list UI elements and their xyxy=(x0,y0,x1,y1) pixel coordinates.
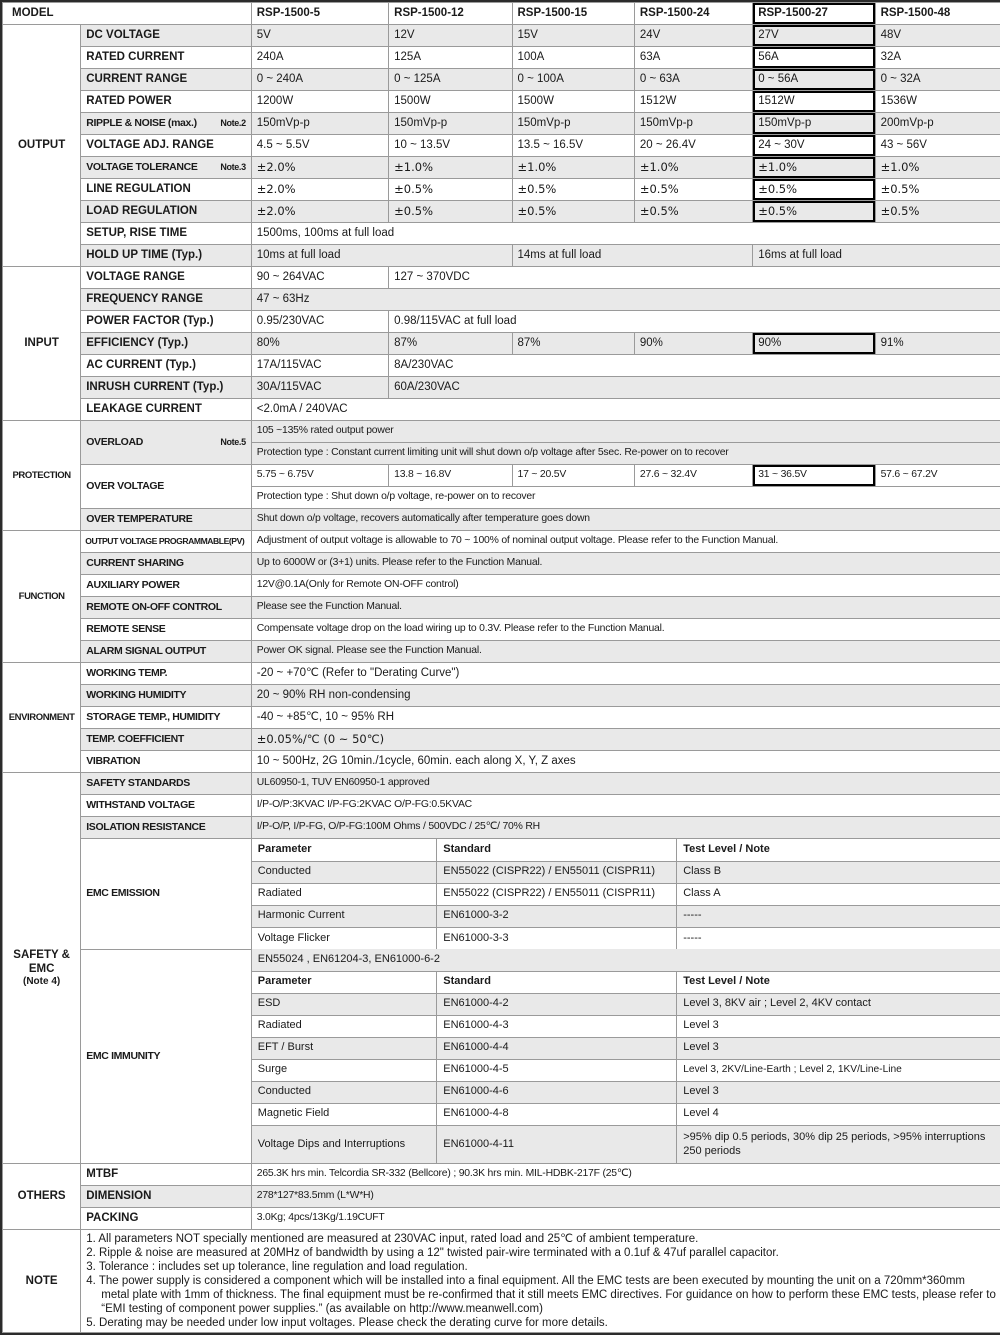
cell-rated-power-3: 1512W xyxy=(634,91,752,113)
row-safety-standards xyxy=(3,773,1000,795)
cell-ripple-0: 150mVp-p xyxy=(251,113,388,135)
emc-immunity-4-standard: EN61000-4-6 xyxy=(437,1081,677,1103)
param-rated-current: RATED CURRENT xyxy=(81,47,252,69)
cell-loadreg-5: ±0.5% xyxy=(875,201,1000,223)
row-frequency-range xyxy=(3,289,1000,311)
emc-immunity-3-level: Level 3, 2KV/Line-Earth ; Level 2, 1KV/Line-Line xyxy=(677,1059,1000,1081)
row-current-range xyxy=(3,69,1000,91)
param-current-sharing: CURRENT SHARING xyxy=(81,553,252,575)
emc-immunity-3-param: Surge xyxy=(252,1059,437,1081)
emc-immunity-6-standard: EN61000-4-11 xyxy=(437,1125,677,1163)
row-leakage-current xyxy=(3,399,1000,421)
cell-vtol-2: ±1.0% xyxy=(512,157,634,179)
param-line-regulation: LINE REGULATION xyxy=(81,179,252,201)
param-ripple-noise xyxy=(81,113,252,135)
emc-immunity-5-param: Magnetic Field xyxy=(252,1103,437,1125)
row-vibration xyxy=(3,751,1000,773)
cell-ripple-4: 150mVp-p xyxy=(753,113,875,135)
note-item-4: 4. The power supply is considered a component which will be installed into a final equipment. All the EMC tests are been executed by mounting the unit on a 720mm*360mm metal plate with 1mm of thickness. The final equipment must be re-confirmed that it still meets EMC directives. For guidance on how to perform these EMC tests, please refer to “EMI testing of component power supplies.” (as available on http://www.meanwell.com) xyxy=(86,1275,996,1316)
cell-voltage-range-b: 127 ~ 370VDC xyxy=(389,267,1000,289)
emc-emission-2-level: ----- xyxy=(677,905,1000,927)
emc-emission-row-flicker xyxy=(252,927,1000,949)
section-label-function: FUNCTION xyxy=(3,531,81,663)
emc-emission-0-standard: EN55022 (CISPR22) / EN55011 (CISPR11) xyxy=(437,861,677,883)
section-label-protection: PROTECTION xyxy=(3,421,81,531)
emc-immunity-row-esd xyxy=(252,993,1000,1015)
row-load-regulation xyxy=(3,201,1000,223)
section-label-safety-emc xyxy=(3,773,81,1164)
emc-immunity-0-param: ESD xyxy=(252,993,437,1015)
param-voltage-range: VOLTAGE RANGE xyxy=(81,267,252,289)
param-vibration: VIBRATION xyxy=(81,751,252,773)
emc-immunity-row-surge xyxy=(252,1059,1000,1081)
param-isolation-resistance: ISOLATION RESISTANCE xyxy=(81,817,252,839)
cell-mtbf: 265.3K hrs min. Telcordia SR-332 (Bellcore) ; 90.3K hrs min. MIL-HDBK-217F (25℃) xyxy=(251,1164,1000,1186)
row-inrush-current xyxy=(3,377,1000,399)
row-emc-immunity xyxy=(3,949,1000,1164)
cell-current-range-1: 0 ~ 125A xyxy=(389,69,512,91)
emc-emission-2-standard: EN61000-3-2 xyxy=(437,905,677,927)
emc-immunity-0-level: Level 3, 8KV air ; Level 2, 4KV contact xyxy=(677,993,1000,1015)
param-ripple-noise-label: RIPPLE & NOISE (max.) xyxy=(86,117,197,130)
row-mtbf xyxy=(3,1164,1000,1186)
cell-ovp-1: 13.8 ~ 16.8V xyxy=(389,465,512,487)
emc-immunity-2-standard: EN61000-4-4 xyxy=(437,1037,677,1059)
cell-vtol-3: ±1.0% xyxy=(634,157,752,179)
emc-immunity-row-dips xyxy=(252,1125,1000,1163)
cell-frequency-range: 47 ~ 63Hz xyxy=(251,289,1000,311)
row-current-sharing xyxy=(3,553,1000,575)
model-col-2: RSP-1500-15 xyxy=(512,3,634,25)
cell-loadreg-0: ±2.0% xyxy=(251,201,388,223)
cell-linereg-4: ±0.5% xyxy=(753,179,875,201)
cell-overload-type: Protection type : Constant current limiting unit will shut down o/p voltage after 5sec. Re-power on to recover xyxy=(251,443,1000,465)
cell-inrush-a: 30A/115VAC xyxy=(251,377,388,399)
row-dimension xyxy=(3,1186,1000,1208)
section-label-note: NOTE xyxy=(3,1230,81,1333)
param-safety-standards: SAFETY STANDARDS xyxy=(81,773,252,795)
param-storage-temp-humidity: STORAGE TEMP., HUMIDITY xyxy=(81,707,252,729)
row-voltage-adj-range xyxy=(3,135,1000,157)
cell-vtol-4: ±1.0% xyxy=(753,157,875,179)
cell-ovp-3: 27.6 ~ 32.4V xyxy=(634,465,752,487)
note-item-3: 3. Tolerance : includes set up tolerance, line regulation and load regulation. xyxy=(86,1261,468,1274)
param-hold-up-time: HOLD UP TIME (Typ.) xyxy=(81,245,252,267)
emc-immunity-1-standard: EN61000-4-3 xyxy=(437,1015,677,1037)
row-remote-sense xyxy=(3,619,1000,641)
row-overload-top xyxy=(3,421,1000,443)
param-output-voltage-programmable: OUTPUT VOLTAGE PROGRAMMABLE(PV) xyxy=(81,531,252,553)
emc-emission-hdr-parameter: Parameter xyxy=(252,839,437,861)
cell-ripple-1: 150mVp-p xyxy=(389,113,512,135)
emc-emission-row-radiated xyxy=(252,883,1000,905)
cell-rated-current-2: 100A xyxy=(512,47,634,69)
cell-linereg-1: ±0.5% xyxy=(389,179,512,201)
emc-emission-1-level: Class A xyxy=(677,883,1000,905)
row-packing xyxy=(3,1208,1000,1230)
emc-immunity-2-param: EFT / Burst xyxy=(252,1037,437,1059)
cell-isolation-resistance: I/P-O/P, I/P-FG, O/P-FG:100M Ohms / 500VDC / 25℃/ 70% RH xyxy=(251,817,1000,839)
emc-immunity-table xyxy=(252,949,1000,1163)
cell-ripple-3: 150mVp-p xyxy=(634,113,752,135)
row-efficiency xyxy=(3,333,1000,355)
param-withstand-voltage: WITHSTAND VOLTAGE xyxy=(81,795,252,817)
emc-emission-3-param: Voltage Flicker xyxy=(252,927,437,949)
cell-dc-voltage-5: 48V xyxy=(875,25,1000,47)
safety-emc-note: (Note 4) xyxy=(23,975,61,987)
emc-immunity-row-conducted xyxy=(252,1081,1000,1103)
row-rated-power xyxy=(3,91,1000,113)
cell-dc-voltage-0: 5V xyxy=(251,25,388,47)
section-label-others: OTHERS xyxy=(3,1164,81,1230)
emc-immunity-6-level: >95% dip 0.5 periods, 30% dip 25 periods, >95% interruptions 250 periods xyxy=(677,1125,1000,1163)
cell-vtol-0: ±2.0% xyxy=(251,157,388,179)
emc-immunity-table-cell xyxy=(251,949,1000,1164)
model-col-5: RSP-1500-48 xyxy=(875,3,1000,25)
cell-efficiency-0: 80% xyxy=(251,333,388,355)
safety-emc-line2: EMC xyxy=(28,962,55,975)
row-working-temp xyxy=(3,663,1000,685)
cell-storage-temp-humidity: -40 ~ +85℃, 10 ~ 95% RH xyxy=(251,707,1000,729)
notes-list xyxy=(86,1232,996,1330)
cell-loadreg-3: ±0.5% xyxy=(634,201,752,223)
emc-immunity-6-param: Voltage Dips and Interruptions xyxy=(252,1125,437,1163)
cell-current-range-3: 0 ~ 63A xyxy=(634,69,752,91)
model-col-4-highlighted: RSP-1500-27 xyxy=(753,3,875,25)
model-col-0: RSP-1500-5 xyxy=(251,3,388,25)
emc-emission-0-param: Conducted xyxy=(252,861,437,883)
param-working-humidity: WORKING HUMIDITY xyxy=(81,685,252,707)
cell-current-range-5: 0 ~ 32A xyxy=(875,69,1000,91)
cell-ovp-type: Protection type : Shut down o/p voltage, re-power on to recover xyxy=(251,487,1000,509)
cell-current-range-4: 0 ~ 56A xyxy=(753,69,875,91)
section-label-input: INPUT xyxy=(3,267,81,421)
row-rated-current xyxy=(3,47,1000,69)
cell-holdup-0: 10ms at full load xyxy=(251,245,512,267)
emc-emission-3-level: ----- xyxy=(677,927,1000,949)
param-emc-emission: EMC EMISSION xyxy=(81,839,252,950)
row-alarm-signal-output xyxy=(3,641,1000,663)
param-alarm-signal-output: ALARM SIGNAL OUTPUT xyxy=(81,641,252,663)
cell-efficiency-5: 91% xyxy=(875,333,1000,355)
cell-efficiency-4: 90% xyxy=(753,333,875,355)
param-temp-coefficient: TEMP. COEFFICIENT xyxy=(81,729,252,751)
cell-loadreg-2: ±0.5% xyxy=(512,201,634,223)
cell-safety-standards: UL60950-1, TUV EN60950-1 approved xyxy=(251,773,1000,795)
cell-efficiency-3: 90% xyxy=(634,333,752,355)
cell-efficiency-1: 87% xyxy=(389,333,512,355)
row-setup-rise-time xyxy=(3,223,1000,245)
row-over-voltage-values xyxy=(3,465,1000,487)
cell-current-range-0: 0 ~ 240A xyxy=(251,69,388,91)
row-isolation-resistance xyxy=(3,817,1000,839)
emc-immunity-hdr-standard: Standard xyxy=(437,971,677,993)
param-dc-voltage: DC VOLTAGE xyxy=(81,25,252,47)
emc-immunity-3-standard: EN61000-4-5 xyxy=(437,1059,677,1081)
cell-setup-rise-time: 1500ms, 100ms at full load xyxy=(251,223,1000,245)
row-ripple-noise xyxy=(3,113,1000,135)
cell-rated-power-0: 1200W xyxy=(251,91,388,113)
cell-vadj-0: 4.5 ~ 5.5V xyxy=(251,135,388,157)
cell-ac-current-a: 17A/115VAC xyxy=(251,355,388,377)
cell-remote-sense: Compensate voltage drop on the load wiring up to 0.3V. Please refer to the Function Manual. xyxy=(251,619,1000,641)
emc-emission-0-level: Class B xyxy=(677,861,1000,883)
emc-emission-row-conducted xyxy=(252,861,1000,883)
param-inrush-current: INRUSH CURRENT (Typ.) xyxy=(81,377,252,399)
cell-power-factor-b: 0.98/115VAC at full load xyxy=(389,311,1000,333)
emc-immunity-2-level: Level 3 xyxy=(677,1037,1000,1059)
emc-immunity-0-standard: EN61000-4-2 xyxy=(437,993,677,1015)
cell-ac-current-b: 8A/230VAC xyxy=(389,355,1000,377)
cell-rated-power-2: 1500W xyxy=(512,91,634,113)
note-ref-2: Note.2 xyxy=(220,118,246,129)
emc-emission-1-standard: EN55022 (CISPR22) / EN55011 (CISPR11) xyxy=(437,883,677,905)
spec-table xyxy=(2,2,1000,1333)
cell-ripple-2: 150mVp-p xyxy=(512,113,634,135)
cell-ovp-4: 31 ~ 36.5V xyxy=(753,465,875,487)
param-packing: PACKING xyxy=(81,1208,252,1230)
param-working-temp: WORKING TEMP. xyxy=(81,663,252,685)
cell-dc-voltage-1: 12V xyxy=(389,25,512,47)
row-power-factor xyxy=(3,311,1000,333)
emc-immunity-row-eft xyxy=(252,1037,1000,1059)
cell-voltage-range-a: 90 ~ 264VAC xyxy=(251,267,388,289)
cell-rated-current-4: 56A xyxy=(753,47,875,69)
cell-current-range-2: 0 ~ 100A xyxy=(512,69,634,91)
row-notes xyxy=(3,1230,1000,1333)
note-ref-5: Note.5 xyxy=(220,437,246,448)
param-leakage-current: LEAKAGE CURRENT xyxy=(81,399,252,421)
cell-ovp-0: 5.75 ~ 6.75V xyxy=(251,465,388,487)
cell-ovp-2: 17 ~ 20.5V xyxy=(512,465,634,487)
model-header-row xyxy=(3,3,1000,25)
emc-emission-header-row xyxy=(252,839,1000,861)
note-ref-3: Note.3 xyxy=(220,162,246,173)
row-storage-temp-humidity xyxy=(3,707,1000,729)
param-mtbf: MTBF xyxy=(81,1164,252,1186)
model-col-3: RSP-1500-24 xyxy=(634,3,752,25)
cell-working-humidity: 20 ~ 90% RH non-condensing xyxy=(251,685,1000,707)
param-voltage-tolerance xyxy=(81,157,252,179)
cell-dc-voltage-3: 24V xyxy=(634,25,752,47)
cell-inrush-b: 60A/230VAC xyxy=(389,377,1000,399)
row-line-regulation xyxy=(3,179,1000,201)
cell-withstand-voltage: I/P-O/P:3KVAC I/P-FG:2KVAC O/P-FG:0.5KVAC xyxy=(251,795,1000,817)
cell-linereg-3: ±0.5% xyxy=(634,179,752,201)
param-overload-label: OVERLOAD xyxy=(86,436,143,449)
cell-vadj-1: 10 ~ 13.5V xyxy=(389,135,512,157)
row-working-humidity xyxy=(3,685,1000,707)
cell-vadj-2: 13.5 ~ 16.5V xyxy=(512,135,634,157)
cell-rated-current-3: 63A xyxy=(634,47,752,69)
note-item-1: 1. All parameters NOT specially mentioned are measured at 230VAC input, rated load and 25℃ of ambient temperature. xyxy=(86,1233,699,1245)
param-emc-immunity: EMC IMMUNITY xyxy=(81,949,252,1164)
row-voltage-range xyxy=(3,267,1000,289)
cell-rated-power-4: 1512W xyxy=(753,91,875,113)
cell-power-factor-a: 0.95/230VAC xyxy=(251,311,388,333)
param-remote-on-off-control: REMOTE ON-OFF CONTROL xyxy=(81,597,252,619)
emc-immunity-header-row xyxy=(252,971,1000,993)
emc-immunity-row-magnetic xyxy=(252,1103,1000,1125)
param-rated-power: RATED POWER xyxy=(81,91,252,113)
cell-vadj-4: 24 ~ 30V xyxy=(753,135,875,157)
model-col-1: RSP-1500-12 xyxy=(389,3,512,25)
cell-rated-current-0: 240A xyxy=(251,47,388,69)
param-remote-sense: REMOTE SENSE xyxy=(81,619,252,641)
cell-efficiency-2: 87% xyxy=(512,333,634,355)
emc-emission-table-cell xyxy=(251,839,1000,950)
cell-holdup-2: 16ms at full load xyxy=(753,245,1000,267)
cell-vadj-3: 20 ~ 26.4V xyxy=(634,135,752,157)
row-ac-current xyxy=(3,355,1000,377)
cell-ovp-5: 57.6 ~ 67.2V xyxy=(875,465,1000,487)
emc-emission-3-standard: EN61000-3-3 xyxy=(437,927,677,949)
section-label-environment: ENVIRONMENT xyxy=(3,663,81,773)
row-withstand-voltage xyxy=(3,795,1000,817)
emc-immunity-hdr-parameter: Parameter xyxy=(252,971,437,993)
cell-vibration: 10 ~ 500Hz, 2G 10min./1cycle, 60min. each along X, Y, Z axes xyxy=(251,751,1000,773)
cell-leakage-current: <2.0mA / 240VAC xyxy=(251,399,1000,421)
cell-working-temp: -20 ~ +70℃ (Refer to "Derating Curve") xyxy=(251,663,1000,685)
param-efficiency: EFFICIENCY (Typ.) xyxy=(81,333,252,355)
row-over-temperature xyxy=(3,509,1000,531)
notes-block xyxy=(81,1230,1000,1333)
cell-remote-on-off-control: Please see the Function Manual. xyxy=(251,597,1000,619)
cell-auxiliary-power: 12V@0.1A(Only for Remote ON-OFF control) xyxy=(251,575,1000,597)
emc-immunity-standards-row xyxy=(252,949,1000,971)
cell-loadreg-1: ±0.5% xyxy=(389,201,512,223)
emc-emission-2-param: Harmonic Current xyxy=(252,905,437,927)
cell-dc-voltage-4: 27V xyxy=(753,25,875,47)
param-ac-current: AC CURRENT (Typ.) xyxy=(81,355,252,377)
param-frequency-range: FREQUENCY RANGE xyxy=(81,289,252,311)
emc-emission-1-param: Radiated xyxy=(252,883,437,905)
param-voltage-tolerance-label: VOLTAGE TOLERANCE xyxy=(86,161,198,174)
cell-over-temperature: Shut down o/p voltage, recovers automatically after temperature goes down xyxy=(251,509,1000,531)
row-emc-emission xyxy=(3,839,1000,950)
emc-immunity-1-param: Radiated xyxy=(252,1015,437,1037)
row-voltage-tolerance xyxy=(3,157,1000,179)
note-item-2: 2. Ripple & noise are measured at 20MHz of bandwidth by using a 12" twisted pair-wire terminated with a 0.1uf & 47uf parallel capacitor. xyxy=(86,1247,779,1260)
cell-vtol-5: ±1.0% xyxy=(875,157,1000,179)
emc-emission-hdr-testlevel: Test Level / Note xyxy=(677,839,1000,861)
emc-immunity-4-param: Conducted xyxy=(252,1081,437,1103)
param-setup-rise-time: SETUP, RISE TIME xyxy=(81,223,252,245)
cell-vadj-5: 43 ~ 56V xyxy=(875,135,1000,157)
cell-linereg-0: ±2.0% xyxy=(251,179,388,201)
row-dc-voltage xyxy=(3,25,1000,47)
cell-current-sharing: Up to 6000W or (3+1) units. Please refer to the Function Manual. xyxy=(251,553,1000,575)
row-temp-coefficient xyxy=(3,729,1000,751)
emc-immunity-hdr-testlevel: Test Level / Note xyxy=(677,971,1000,993)
param-auxiliary-power: AUXILIARY POWER xyxy=(81,575,252,597)
cell-loadreg-4: ±0.5% xyxy=(753,201,875,223)
model-label: MODEL xyxy=(3,3,252,25)
emc-emission-row-harmonic xyxy=(252,905,1000,927)
cell-output-voltage-programmable: Adjustment of output voltage is allowable to 70 ~ 100% of nominal output voltage. Please refer to the Function Manual. xyxy=(251,531,1000,553)
cell-rated-current-1: 125A xyxy=(389,47,512,69)
emc-immunity-1-level: Level 3 xyxy=(677,1015,1000,1037)
cell-holdup-1: 14ms at full load xyxy=(512,245,753,267)
cell-rated-power-5: 1536W xyxy=(875,91,1000,113)
section-label-output: OUTPUT xyxy=(3,25,81,267)
row-hold-up-time xyxy=(3,245,1000,267)
cell-linereg-5: ±0.5% xyxy=(875,179,1000,201)
param-over-temperature: OVER TEMPERATURE xyxy=(81,509,252,531)
row-remote-on-off-control xyxy=(3,597,1000,619)
emc-immunity-5-level: Level 4 xyxy=(677,1103,1000,1125)
emc-emission-table xyxy=(252,839,1000,949)
emc-immunity-row-radiated xyxy=(252,1015,1000,1037)
cell-overload-rating: 105 ~135% rated output power xyxy=(251,421,1000,443)
cell-vtol-1: ±1.0% xyxy=(389,157,512,179)
row-auxiliary-power xyxy=(3,575,1000,597)
row-output-voltage-programmable xyxy=(3,531,1000,553)
emc-emission-hdr-standard: Standard xyxy=(437,839,677,861)
cell-rated-power-1: 1500W xyxy=(389,91,512,113)
safety-emc-line1: SAFETY & xyxy=(13,948,70,961)
cell-packing: 3.0Kg; 4pcs/13Kg/1.19CUFT xyxy=(251,1208,1000,1230)
cell-dimension: 278*127*83.5mm (L*W*H) xyxy=(251,1186,1000,1208)
cell-temp-coefficient: ±0.05%/℃ (0 ~ 50℃) xyxy=(251,729,1000,751)
param-current-range: CURRENT RANGE xyxy=(81,69,252,91)
param-power-factor: POWER FACTOR (Typ.) xyxy=(81,311,252,333)
cell-rated-current-5: 32A xyxy=(875,47,1000,69)
param-overload xyxy=(81,421,252,465)
cell-dc-voltage-2: 15V xyxy=(512,25,634,47)
cell-alarm-signal-output: Power OK signal. Please see the Function Manual. xyxy=(251,641,1000,663)
emc-immunity-4-level: Level 3 xyxy=(677,1081,1000,1103)
param-load-regulation: LOAD REGULATION xyxy=(81,201,252,223)
param-over-voltage: OVER VOLTAGE xyxy=(81,465,252,509)
cell-linereg-2: ±0.5% xyxy=(512,179,634,201)
param-dimension: DIMENSION xyxy=(81,1186,252,1208)
emc-immunity-standards: EN55024 , EN61204-3, EN61000-6-2 xyxy=(252,949,1000,971)
cell-ripple-5: 200mVp-p xyxy=(875,113,1000,135)
param-voltage-adj-range: VOLTAGE ADJ. RANGE xyxy=(81,135,252,157)
emc-immunity-5-standard: EN61000-4-8 xyxy=(437,1103,677,1125)
note-item-5: 5. Derating may be needed under low input voltages. Please check the derating curve for more details. xyxy=(86,1317,608,1330)
